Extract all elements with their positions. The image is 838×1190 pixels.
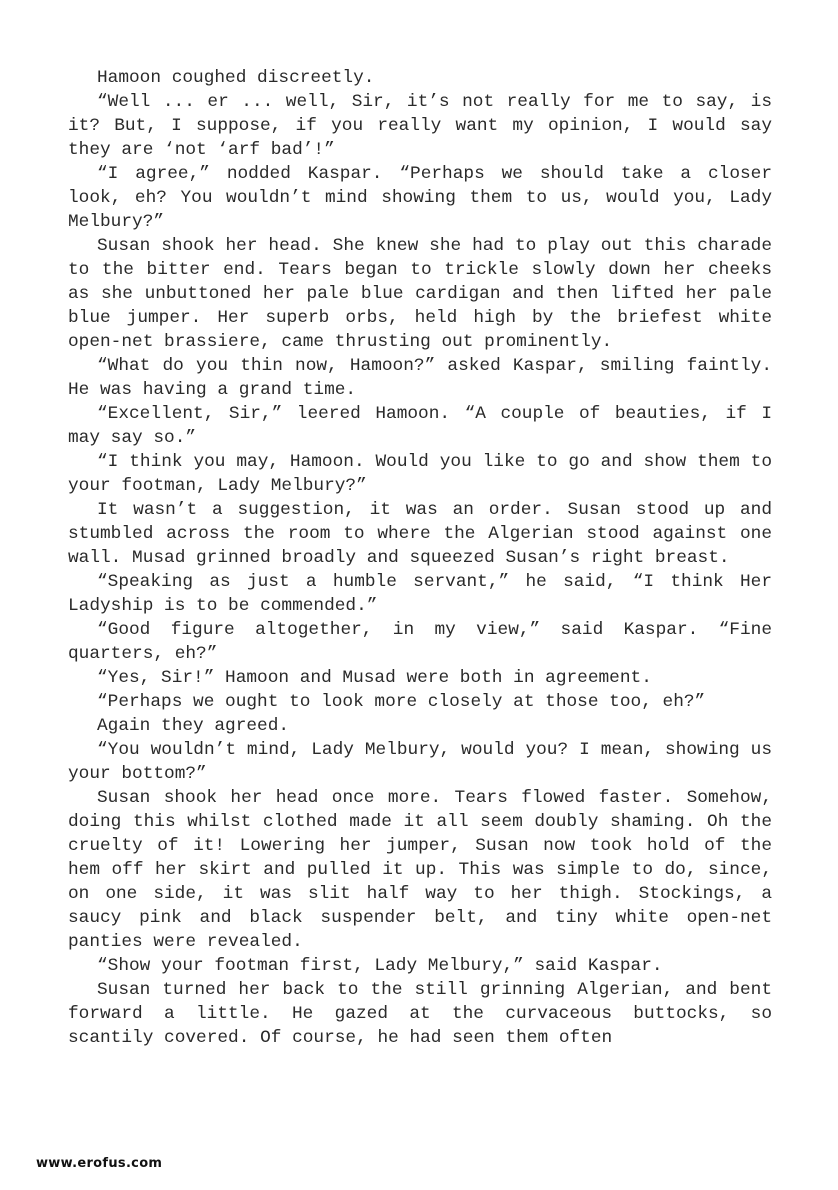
- paragraph-11: “Yes, Sir!” Hamoon and Musad were both in agreement.: [97, 668, 652, 688]
- paragraph-10: “Good figure altogether, in my view,” said Kaspar. “Fine quarters, eh?”: [68, 620, 772, 664]
- paragraph-4: Susan shook her head. She knew she had to play out this charade to the bitter end. Tears began to trickle slowly down her cheeks as she unbuttoned her pale blue cardigan and then lifted her pale blue jumper. Her superb orbs, held high by the briefest white open-net brassiere, came thrusting out prominently.: [68, 236, 772, 352]
- paragraph-7: “I think you may, Hamoon. Would you like to go and show them to your footman, Lady Melbury?”: [68, 452, 772, 496]
- paragraph-8: It wasn’t a suggestion, it was an order. Susan stood up and stumbled across the room to where the Algerian stood against one wall. Musad grinned broadly and squeezed Susan’s right breast.: [68, 500, 772, 568]
- paragraph-1: Hamoon coughed discreetly.: [97, 68, 375, 88]
- paragraph-13: Again they agreed.: [97, 716, 290, 736]
- paragraph-3: “I agree,” nodded Kaspar. “Perhaps we should take a closer look, eh? You wouldn’t mind showing them to us, would you, Lady Melbury?”: [68, 164, 772, 232]
- paragraph-9: “Speaking as just a humble servant,” he said, “I think Her Ladyship is to be commended.”: [68, 572, 772, 616]
- page-text: [68, 66, 772, 1050]
- paragraph-14: “You wouldn’t mind, Lady Melbury, would you? I mean, showing us your bottom?”: [68, 740, 772, 784]
- site-watermark: www.erofus.com: [36, 1156, 163, 1171]
- paragraph-16: “Show your footman first, Lady Melbury,” said Kaspar.: [97, 956, 663, 976]
- paragraph-15: Susan shook her head once more. Tears flowed faster. Somehow, doing this whilst clothed made it all seem doubly shaming. Oh the cruelty of it! Lowering her jumper, Susan now took hold of the hem off her skirt and pulled it up. This was simple to do, since, on one side, it was slit half way to her thigh. Stockings, a saucy pink and black suspender belt, and tiny white open-net panties were revealed.: [68, 788, 772, 952]
- paragraph-6: “Excellent, Sir,” leered Hamoon. “A couple of beauties, if I may say so.”: [68, 404, 772, 448]
- paragraph-5: “What do you thin now, Hamoon?” asked Kaspar, smiling faintly. He was having a grand time.: [68, 356, 772, 400]
- paragraph-12: “Perhaps we ought to look more closely at those too, eh?”: [97, 692, 706, 712]
- paragraph-17: Susan turned her back to the still grinning Algerian, and bent forward a little. He gazed at the curvaceous buttocks, so scantily covered. Of course, he had seen them often: [68, 980, 772, 1048]
- paragraph-2: “Well ... er ... well, Sir, it’s not really for me to say, is it? But, I suppose, if you really want my opinion, I would say they are ‘not ‘arf bad’!”: [68, 92, 772, 160]
